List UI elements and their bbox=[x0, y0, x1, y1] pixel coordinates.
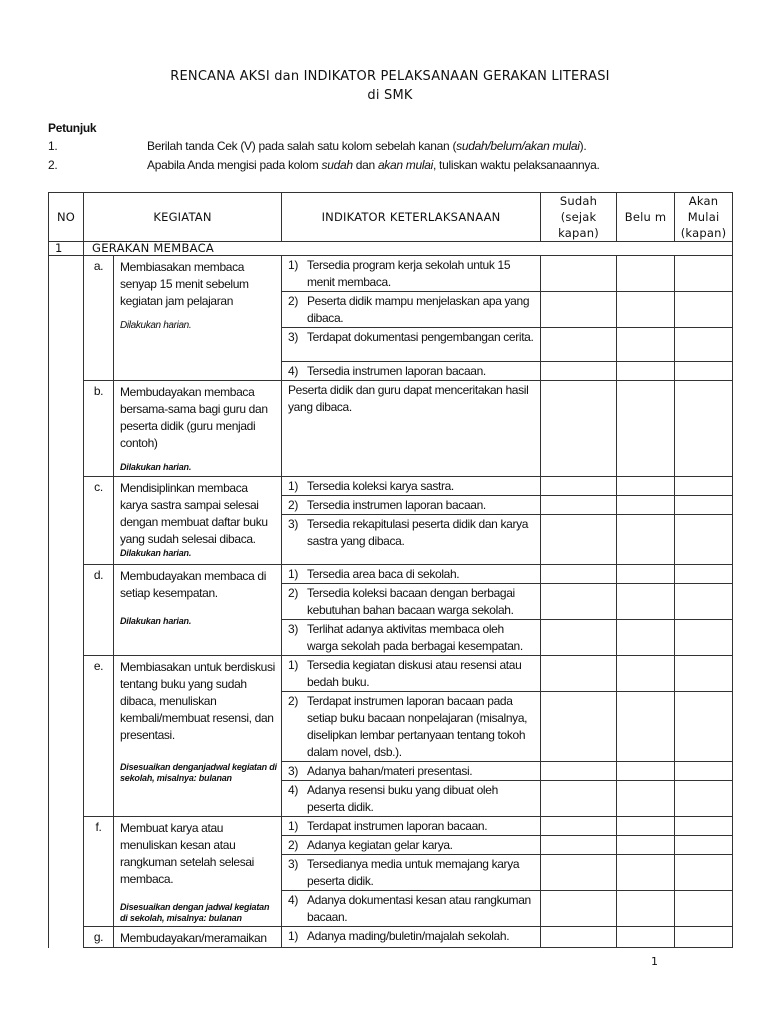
sudah-cell[interactable] bbox=[541, 891, 617, 927]
activity-note: Dilakukan harian. bbox=[120, 548, 192, 558]
indicator-text: Tersedia instrumen laporan bacaan. bbox=[307, 364, 486, 378]
no-cell bbox=[49, 927, 84, 948]
sudah-cell[interactable] bbox=[541, 817, 617, 836]
indicator-text: Tersedia instrumen laporan bacaan. bbox=[307, 498, 486, 512]
indicator-text: Adanya dokumentasi kesan atau rangkuman bacaan. bbox=[307, 893, 531, 924]
no-cell bbox=[49, 256, 84, 381]
indicator-number: 3) bbox=[288, 330, 298, 344]
akan-mulai-cell[interactable] bbox=[675, 381, 733, 477]
sudah-cell[interactable] bbox=[541, 362, 617, 381]
header-akan-mulai: Akan Mulai (kapan) bbox=[675, 193, 733, 242]
belum-cell[interactable] bbox=[617, 762, 675, 781]
indicator-cell bbox=[282, 292, 541, 328]
instruction-number: 2. bbox=[48, 158, 58, 172]
akan-mulai-cell[interactable] bbox=[675, 477, 733, 496]
akan-mulai-cell[interactable] bbox=[675, 836, 733, 855]
akan-mulai-cell[interactable] bbox=[675, 927, 733, 948]
indicator-number: 2) bbox=[288, 586, 298, 600]
indicator-cell bbox=[282, 891, 541, 927]
table-body bbox=[49, 242, 733, 948]
activity-cell bbox=[114, 817, 282, 927]
activity-letter: c. bbox=[84, 477, 114, 565]
indicator-cell bbox=[282, 855, 541, 891]
header-no: NO bbox=[49, 193, 84, 242]
section-number: 1 bbox=[49, 242, 84, 256]
section-row bbox=[49, 242, 733, 256]
indicator-number: 2) bbox=[288, 294, 298, 308]
sudah-cell[interactable] bbox=[541, 836, 617, 855]
activity-letter: g. bbox=[84, 927, 114, 948]
indicator-number: 2) bbox=[288, 694, 298, 708]
indicator-cell bbox=[282, 328, 541, 362]
no-cell bbox=[49, 381, 84, 477]
activity-letter: b. bbox=[84, 381, 114, 477]
table-header-row bbox=[49, 193, 733, 242]
akan-mulai-cell[interactable] bbox=[675, 328, 733, 362]
indicator-number: 3) bbox=[288, 764, 298, 778]
akan-mulai-cell[interactable] bbox=[675, 620, 733, 656]
belum-cell[interactable] bbox=[617, 927, 675, 948]
activity-text: Mendisiplinkan membaca karya sastra sampai selesai dengan membuat daftar buku yang sudah selesai dibaca. bbox=[120, 481, 268, 546]
activity-text: Membiasakan untuk berdiskusi tentang buku yang sudah dibaca, menuliskan kembali/membuat resensi, dan presentasi. bbox=[120, 660, 275, 742]
activity-text: Membudayakan membaca bersama-sama bagi guru dan peserta didik (guru menjadi contoh) bbox=[120, 385, 268, 450]
akan-mulai-cell[interactable] bbox=[675, 781, 733, 817]
activity-note: Disesuaikan denganjadwal kegiatan di sekolah, misalnya: bulanan bbox=[120, 762, 277, 783]
indicator-text: Adanya resensi buku yang dibuat oleh peserta didik. bbox=[307, 783, 498, 814]
sudah-cell[interactable] bbox=[541, 656, 617, 692]
sudah-cell[interactable] bbox=[541, 927, 617, 948]
section-title: GERAKAN MEMBACA bbox=[84, 242, 733, 256]
activity-note: Dilakukan harian. bbox=[120, 616, 192, 626]
page-number: 1 bbox=[651, 955, 658, 968]
belum-cell[interactable] bbox=[617, 692, 675, 762]
indicator-cell bbox=[282, 927, 541, 948]
sudah-cell[interactable] bbox=[541, 515, 617, 565]
indicator-text: Tersedia rekapitulasi peserta didik dan karya sastra yang dibaca. bbox=[307, 517, 529, 548]
akan-mulai-cell[interactable] bbox=[675, 855, 733, 891]
sudah-cell[interactable] bbox=[541, 496, 617, 515]
indicator-cell bbox=[282, 762, 541, 781]
table-row bbox=[49, 381, 733, 477]
indicator-cell bbox=[282, 477, 541, 496]
activity-note: Dilakukan harian. bbox=[120, 320, 192, 331]
indicator-number: 4) bbox=[288, 893, 298, 907]
indicator-text: Terdapat instrumen laporan bacaan. bbox=[307, 819, 488, 833]
indicator-text: Adanya kegiatan gelar karya. bbox=[307, 838, 453, 852]
belum-cell[interactable] bbox=[617, 496, 675, 515]
indicator-number: 3) bbox=[288, 622, 298, 636]
indicator-number: 1) bbox=[288, 479, 298, 493]
activity-cell bbox=[114, 381, 282, 477]
document-title: RENCANA AKSI dan INDIKATOR PELAKSANAAN GERAKAN LITERASI bbox=[170, 69, 610, 84]
akan-mulai-cell[interactable] bbox=[675, 762, 733, 781]
akan-mulai-cell[interactable] bbox=[675, 515, 733, 565]
belum-cell[interactable] bbox=[617, 891, 675, 927]
indicator-number: 2) bbox=[288, 838, 298, 852]
no-cell bbox=[49, 477, 84, 565]
akan-mulai-cell[interactable] bbox=[675, 496, 733, 515]
sudah-cell[interactable] bbox=[541, 620, 617, 656]
header-belum: Belu m bbox=[617, 193, 675, 242]
no-cell bbox=[49, 656, 84, 817]
activity-text: Membuat karya atau menuliskan kesan atau rangkuman setelah selesai membaca. bbox=[120, 821, 255, 886]
indicator-number: 1) bbox=[288, 258, 298, 272]
instruction-text: Apabila Anda mengisi pada kolom sudah dan akan mulai, tuliskan waktu pelaksanaannya. bbox=[147, 158, 600, 172]
table-row bbox=[49, 927, 733, 948]
activity-cell bbox=[114, 927, 282, 948]
belum-cell[interactable] bbox=[617, 477, 675, 496]
activity-letter: e. bbox=[84, 656, 114, 817]
belum-cell[interactable] bbox=[617, 381, 675, 477]
indicator-cell bbox=[282, 565, 541, 584]
belum-cell[interactable] bbox=[617, 781, 675, 817]
indicator-number: 3) bbox=[288, 517, 298, 531]
sudah-cell[interactable] bbox=[541, 584, 617, 620]
akan-mulai-cell[interactable] bbox=[675, 817, 733, 836]
indicator-cell bbox=[282, 817, 541, 836]
indicator-number: 1) bbox=[288, 929, 298, 943]
sudah-cell[interactable] bbox=[541, 292, 617, 328]
belum-cell[interactable] bbox=[617, 362, 675, 381]
indicator-number: 4) bbox=[288, 783, 298, 797]
sudah-cell[interactable] bbox=[541, 762, 617, 781]
sudah-cell[interactable] bbox=[541, 256, 617, 292]
indicator-number: 2) bbox=[288, 498, 298, 512]
indicator-number: 4) bbox=[288, 364, 298, 378]
akan-mulai-cell[interactable] bbox=[675, 891, 733, 927]
indicator-text: Terdapat dokumentasi pengembangan cerita. bbox=[307, 330, 534, 344]
indicator-cell bbox=[282, 836, 541, 855]
belum-cell[interactable] bbox=[617, 620, 675, 656]
indicator-text: Peserta didik mampu menjelaskan apa yang dibaca. bbox=[307, 294, 530, 325]
activity-letter: d. bbox=[84, 565, 114, 656]
belum-cell[interactable] bbox=[617, 855, 675, 891]
header-indikator: INDIKATOR KETERLAKSANAAN bbox=[282, 193, 541, 242]
sudah-cell[interactable] bbox=[541, 565, 617, 584]
header-kegiatan: KEGIATAN bbox=[84, 193, 282, 242]
belum-cell[interactable] bbox=[617, 584, 675, 620]
sudah-cell[interactable] bbox=[541, 692, 617, 762]
belum-cell[interactable] bbox=[617, 817, 675, 836]
activity-note: Dilakukan harian. bbox=[120, 462, 192, 472]
sudah-cell[interactable] bbox=[541, 381, 617, 477]
akan-mulai-cell[interactable] bbox=[675, 692, 733, 762]
indicator-cell bbox=[282, 692, 541, 762]
indicator-number: 3) bbox=[288, 857, 298, 871]
belum-cell[interactable] bbox=[617, 565, 675, 584]
belum-cell[interactable] bbox=[617, 292, 675, 328]
akan-mulai-cell[interactable] bbox=[675, 292, 733, 328]
indicator-cell bbox=[282, 515, 541, 565]
belum-cell[interactable] bbox=[617, 656, 675, 692]
indicator-text: Terdapat instrumen laporan bacaan pada setiap buku bacaan nonpelajaran (misalnya, diselipkan lembar pertanyaan tentang tokoh dalam novel, dsb.). bbox=[307, 694, 528, 759]
activity-cell bbox=[114, 565, 282, 656]
activity-letter: f. bbox=[84, 817, 114, 927]
sudah-cell[interactable] bbox=[541, 781, 617, 817]
sudah-cell[interactable] bbox=[541, 477, 617, 496]
akan-mulai-cell[interactable] bbox=[675, 565, 733, 584]
activity-text: Membudayakan/meramaikan bbox=[120, 931, 267, 945]
activity-letter: a. bbox=[84, 256, 114, 381]
indicator-cell bbox=[282, 656, 541, 692]
indicator-number: 1) bbox=[288, 658, 298, 672]
activity-note: Disesuaikan dengan jadwal kegiatan di sekolah, misalnya: bulanan bbox=[120, 902, 270, 923]
belum-cell[interactable] bbox=[617, 328, 675, 362]
petunjuk-heading: Petunjuk bbox=[48, 121, 97, 135]
indicator-cell bbox=[282, 496, 541, 515]
akan-mulai-cell[interactable] bbox=[675, 656, 733, 692]
activity-text: Membudayakan membaca di setiap kesempatan. bbox=[120, 569, 267, 600]
indicator-number: 1) bbox=[288, 819, 298, 833]
activity-cell bbox=[114, 477, 282, 565]
akan-mulai-cell[interactable] bbox=[675, 256, 733, 292]
document-subtitle: di SMK bbox=[367, 88, 413, 103]
header-sudah: Sudah (sejak kapan) bbox=[541, 193, 617, 242]
indicator-number: 1) bbox=[288, 567, 298, 581]
indicator-text: Adanya bahan/materi presentasi. bbox=[307, 764, 473, 778]
belum-cell[interactable] bbox=[617, 256, 675, 292]
action-plan-table bbox=[48, 192, 733, 948]
activity-cell bbox=[114, 256, 282, 381]
activity-text: Membiasakan membaca senyap 15 menit sebelum kegiatan jam pelajaran bbox=[120, 260, 249, 308]
indicator-cell bbox=[282, 620, 541, 656]
table-row bbox=[49, 817, 733, 836]
indicator-text: Tersedia kegiatan diskusi atau resensi atau bedah buku. bbox=[307, 658, 522, 689]
indicator-cell bbox=[282, 381, 541, 477]
indicator-text: Tersedia program kerja sekolah untuk 15 menit membaca. bbox=[307, 258, 511, 289]
table-row bbox=[49, 256, 733, 292]
belum-cell[interactable] bbox=[617, 515, 675, 565]
indicator-text: Terlihat adanya aktivitas membaca oleh warga sekolah pada berbagai kesempatan. bbox=[307, 622, 523, 653]
indicator-text: Tersedia area baca di sekolah. bbox=[307, 567, 460, 581]
instruction-number: 1. bbox=[48, 139, 58, 153]
no-cell bbox=[49, 565, 84, 656]
indicator-text: Tersedianya media untuk memajang karya peserta didik. bbox=[307, 857, 520, 888]
table-row bbox=[49, 477, 733, 496]
table-row bbox=[49, 656, 733, 692]
indicator-cell bbox=[282, 584, 541, 620]
indicator-text: Tersedia koleksi karya sastra. bbox=[307, 479, 454, 493]
no-cell bbox=[49, 817, 84, 927]
indicator-text: Peserta didik dan guru dapat menceritakan hasil yang dibaca. bbox=[288, 383, 529, 414]
indicator-cell bbox=[282, 256, 541, 292]
sudah-cell[interactable] bbox=[541, 328, 617, 362]
activity-cell bbox=[114, 656, 282, 817]
indicator-cell bbox=[282, 362, 541, 381]
belum-cell[interactable] bbox=[617, 836, 675, 855]
sudah-cell[interactable] bbox=[541, 855, 617, 891]
akan-mulai-cell[interactable] bbox=[675, 362, 733, 381]
indicator-text: Tersedia koleksi bacaan dengan berbagai kebutuhan bahan bacaan warga sekolah. bbox=[307, 586, 515, 617]
instruction-text: Berilah tanda Cek (V) pada salah satu kolom sebelah kanan (sudah/belum/akan mulai). bbox=[147, 139, 587, 153]
table-row bbox=[49, 565, 733, 584]
akan-mulai-cell[interactable] bbox=[675, 584, 733, 620]
indicator-text: Adanya mading/buletin/majalah sekolah. bbox=[307, 929, 510, 943]
indicator-cell bbox=[282, 781, 541, 817]
